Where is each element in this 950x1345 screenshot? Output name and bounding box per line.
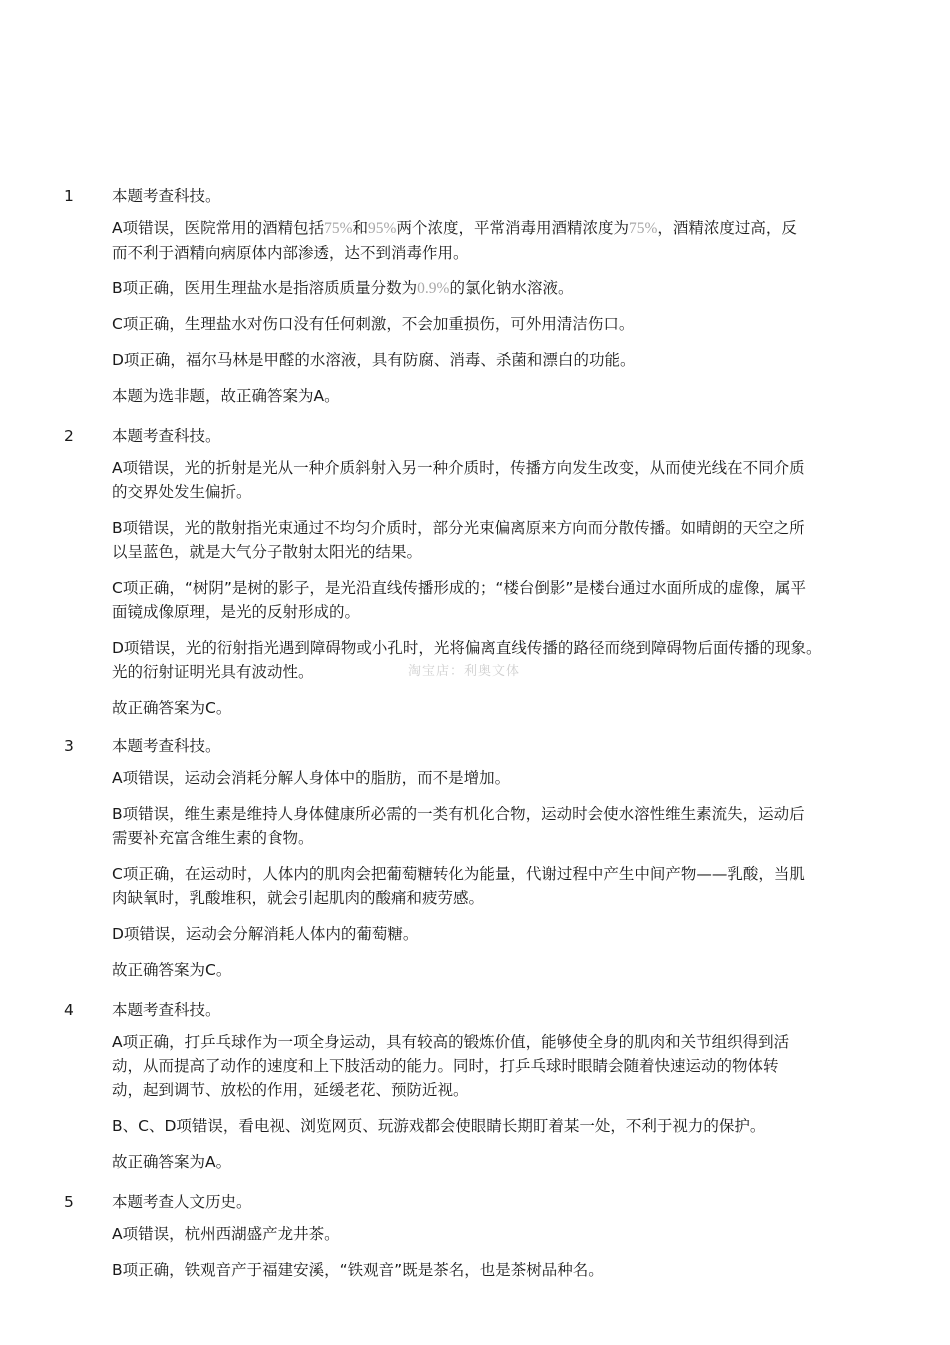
explanation-paragraph	[112, 1150, 864, 1174]
paragraph-text: ，酒精浓度过高，反	[657, 219, 797, 237]
question-number: 4	[64, 1001, 74, 1019]
paragraph-text: 故正确答案为A。	[112, 1153, 232, 1171]
paragraph-text: B项正确，医用生理盐水是指溶质质量分数为	[112, 279, 418, 297]
question-number: 5	[64, 1193, 74, 1211]
explanation-paragraph	[112, 456, 864, 504]
explanation-paragraph	[112, 384, 864, 408]
paragraph-text: A项正确，打乒乓球作为一项全身运动，具有较高的锻炼价值，能够使全身的肌肉和关节组织得到活	[112, 1033, 790, 1051]
explanation-paragraph	[112, 862, 864, 910]
paragraph-text: 光的衍射证明光具有波动性。	[112, 663, 314, 681]
explanation-paragraph	[112, 922, 864, 946]
explanation-paragraph	[112, 276, 864, 301]
percent-value: 75%	[324, 220, 353, 237]
paragraph-text: A项错误，运动会消耗分解人身体中的脂肪，而不是增加。	[112, 769, 511, 787]
paragraph-text: C项正确，“树阴”是树的影子，是光沿直线传播形成的；“楼台倒影”是楼台通过水面所成的虚像，属平	[112, 579, 806, 597]
paragraph-text: D项正确，福尔马林是甲醛的水溶液，具有防腐、消毒、杀菌和漂白的功能。	[112, 351, 636, 369]
question-number: 3	[64, 737, 74, 755]
paragraph-text: 故正确答案为C。	[112, 699, 232, 717]
paragraph-text: B项正确，铁观音产于福建安溪，“铁观音”既是茶名，也是茶树品种名。	[112, 1261, 604, 1279]
question-title: 本题考查科技。	[112, 187, 221, 205]
explanation-paragraph	[112, 696, 864, 720]
paragraph-text: D项错误，运动会分解消耗人体内的葡萄糖。	[112, 925, 419, 943]
percent-value: 95%	[368, 220, 397, 237]
question-title: 本题考查科技。	[112, 1001, 221, 1019]
explanation-paragraph	[112, 766, 864, 790]
explanation-paragraph	[112, 1030, 864, 1102]
explanation-paragraph	[112, 312, 864, 336]
paragraph-text: 故正确答案为C。	[112, 961, 232, 979]
paragraph-text: B项错误，维生素是维持人身体健康所必需的一类有机化合物，运动时会使水溶性维生素流失，运动后	[112, 805, 805, 823]
paragraph-text: A项错误，光的折射是光从一种介质斜射入另一种介质时，传播方向发生改变，从而使光线在不同介质	[112, 459, 805, 477]
question-title: 本题考查科技。	[112, 737, 221, 755]
paragraph-text: 面镜成像原理，是光的反射形成的。	[112, 603, 361, 621]
paragraph-text: 本题为选非题，故正确答案为A。	[112, 387, 340, 405]
paragraph-text: 需要补充富含维生素的食物。	[112, 829, 314, 847]
paragraph-text: 肉缺氧时，乳酸堆积，就会引起肌肉的酸痛和疲劳感。	[112, 889, 485, 907]
paragraph-text: 以呈蓝色，就是大气分子散射太阳光的结果。	[112, 543, 423, 561]
explanation-paragraph	[112, 1258, 864, 1282]
explanation-paragraph	[112, 636, 864, 684]
paragraph-text: D项错误，光的衍射指光遇到障碍物或小孔时，光将偏离直线传播的路径而绕到障碍物后面传播的现象。	[112, 639, 822, 657]
explanation-paragraph	[112, 576, 864, 624]
paragraph-text: 的氯化钠水溶液。	[449, 279, 574, 297]
paragraph-text: A项错误，医院常用的酒精包括	[112, 219, 325, 237]
explanation-paragraph	[112, 348, 864, 372]
paragraph-text: 动，起到调节、放松的作用，延缓老花、预防近视。	[112, 1081, 469, 1099]
question-number: 1	[64, 187, 74, 205]
paragraph-text: A项错误，杭州西湖盛产龙井茶。	[112, 1225, 340, 1243]
explanation-paragraph	[112, 1114, 864, 1138]
question-title: 本题考查人文历史。	[112, 1193, 252, 1211]
explanation-paragraph	[112, 216, 864, 265]
paragraph-text: 和	[352, 219, 369, 237]
paragraph-text: C项正确，在运动时，人体内的肌肉会把葡萄糖转化为能量，代谢过程中产生中间产物——乳酸，当肌	[112, 865, 805, 883]
explanation-paragraph	[112, 802, 864, 850]
question-title: 本题考查科技。	[112, 427, 221, 445]
percent-value: 75%	[628, 220, 658, 237]
paragraph-text: 两个浓度，平常消毒用酒精浓度为	[396, 219, 629, 237]
watermark-text: 淘宝店：利奥文体	[408, 664, 521, 679]
paragraph-text: C项正确，生理盐水对伤口没有任何刺激，不会加重损伤，可外用清洁伤口。	[112, 315, 635, 333]
question-number: 2	[64, 427, 74, 445]
explanation-paragraph	[112, 516, 864, 564]
paragraph-text: 动，从而提高了动作的速度和上下肢活动的能力。同时，打乒乓球时眼睛会随着快速运动的物体转	[112, 1057, 779, 1075]
percent-value: 0.9%	[417, 280, 450, 297]
paragraph-text: 的交界处发生偏折。	[112, 483, 252, 501]
explanation-paragraph	[112, 958, 864, 982]
paragraph-text: 而不利于酒精向病原体内部渗透，达不到消毒作用。	[112, 244, 469, 262]
paragraph-text: B、C、D项错误，看电视、浏览网页、玩游戏都会使眼睛长期盯着某一处，不利于视力的保护。	[112, 1117, 766, 1135]
explanation-paragraph	[112, 1222, 864, 1246]
paragraph-text: B项错误，光的散射指光束通过不均匀介质时，部分光束偏离原来方向而分散传播。如晴朗的天空之所	[112, 519, 805, 537]
